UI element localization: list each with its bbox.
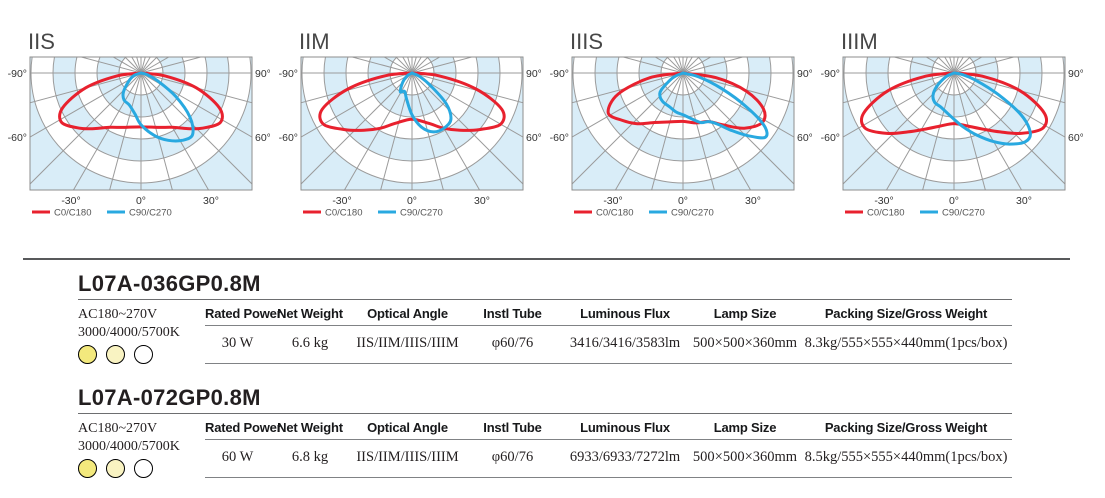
spec-table	[205, 300, 1012, 364]
model-title: L07A-072GP0.8M	[78, 386, 1012, 414]
col-rated-power: Rated Power	[205, 414, 270, 440]
axis-label: 60°	[797, 132, 812, 144]
axis-label: 30°	[745, 195, 761, 207]
col-rated-power: Rated Power	[205, 300, 270, 326]
col-optical-angle: Optical Angle	[350, 414, 465, 440]
cell-luminous-flux: 6933/6933/7272lm	[560, 440, 690, 478]
col-luminous-flux: Luminous Flux	[560, 414, 690, 440]
cct-swatches	[78, 345, 205, 364]
axis-label: 0°	[948, 195, 960, 207]
polar-chart	[2, 12, 270, 222]
col-optical-angle: Optical Angle	[350, 300, 465, 326]
axis-label: -90°	[549, 68, 569, 80]
cell-packing: 8.3kg/555×555×440mm(1pcs/box)	[800, 326, 1012, 364]
cell-luminous-flux: 3416/3416/3583lm	[560, 326, 690, 364]
cct-label: 3000/4000/5700K	[78, 325, 180, 340]
chart-IIIM	[815, 12, 1083, 222]
cell-instl-tube: φ60/76	[465, 440, 560, 478]
axis-label: -30°	[61, 195, 81, 207]
cct-swatch-5700k	[134, 345, 153, 364]
cell-optical-angle: IIS/IIM/IIIS/IIIM	[350, 440, 465, 478]
axis-label: 90°	[1068, 68, 1083, 80]
axis-label: -60°	[820, 132, 840, 144]
cct-swatch-3000k	[78, 345, 97, 364]
product-info	[78, 300, 205, 364]
cell-optical-angle: IIS/IIM/IIIS/IIIM	[350, 326, 465, 364]
legend-label: C90/C270	[400, 207, 443, 219]
col-packing: Packing Size/Gross Weight	[800, 300, 1012, 326]
cell-packing: 8.5kg/555×555×440mm(1pcs/box)	[800, 440, 1012, 478]
axis-label: 60°	[526, 132, 541, 144]
voltage-label: AC180~270V	[78, 421, 158, 436]
legend-label: C0/C180	[596, 207, 634, 219]
axis-label: 0°	[135, 195, 147, 207]
axis-label: -30°	[603, 195, 623, 207]
axis-label: 30°	[1016, 195, 1032, 207]
cell-rated-power: 30 W	[205, 326, 270, 364]
axis-label: -60°	[7, 132, 27, 144]
axis-label: 0°	[406, 195, 418, 207]
axis-label: 0°	[677, 195, 689, 207]
chart-IIS	[2, 12, 270, 222]
cell-lamp-size: 500×500×360mm	[690, 440, 800, 478]
polar-chart	[273, 12, 541, 222]
axis-label: -60°	[549, 132, 569, 144]
axis-label: 90°	[526, 68, 541, 80]
legend-label: C90/C270	[942, 207, 985, 219]
col-net-weight: Net Weight	[270, 300, 350, 326]
axis-label: 60°	[1068, 132, 1083, 144]
chart-IIIS	[544, 12, 812, 222]
axis-label: -90°	[278, 68, 298, 80]
col-net-weight: Net Weight	[270, 414, 350, 440]
legend-label: C90/C270	[129, 207, 172, 219]
cell-instl-tube: φ60/76	[465, 326, 560, 364]
voltage-label: AC180~270V	[78, 307, 158, 322]
model-title: L07A-036GP0.8M	[78, 272, 1012, 300]
chart-title: IIM	[299, 29, 330, 54]
legend-label: C0/C180	[325, 207, 363, 219]
chart-title: IIIM	[841, 29, 878, 54]
spec-table	[205, 414, 1012, 478]
col-luminous-flux: Luminous Flux	[560, 300, 690, 326]
cct-swatches	[78, 459, 205, 478]
cell-rated-power: 60 W	[205, 440, 270, 478]
cct-label: 3000/4000/5700K	[78, 439, 180, 454]
section-divider	[23, 258, 1070, 260]
chart-title: IIS	[28, 29, 55, 54]
product-info	[78, 414, 205, 478]
axis-label: -60°	[278, 132, 298, 144]
col-lamp-size: Lamp Size	[690, 300, 800, 326]
chart-IIM	[273, 12, 541, 222]
spec-row	[205, 440, 1012, 478]
cell-lamp-size: 500×500×360mm	[690, 326, 800, 364]
spec-header-row	[205, 300, 1012, 326]
charts-row	[2, 12, 1083, 222]
legend-label: C0/C180	[867, 207, 905, 219]
chart-title: IIIS	[570, 29, 604, 54]
axis-label: -30°	[332, 195, 352, 207]
col-instl-tube: Instl Tube	[465, 414, 560, 440]
cell-net-weight: 6.6 kg	[270, 326, 350, 364]
axis-label: 30°	[474, 195, 490, 207]
col-instl-tube: Instl Tube	[465, 300, 560, 326]
spec-row	[205, 326, 1012, 364]
cct-swatch-4000k	[106, 459, 125, 478]
legend-label: C90/C270	[671, 207, 714, 219]
cell-net-weight: 6.8 kg	[270, 440, 350, 478]
axis-label: -90°	[820, 68, 840, 80]
cct-swatch-4000k	[106, 345, 125, 364]
axis-label: 60°	[255, 132, 270, 144]
axis-label: -30°	[874, 195, 894, 207]
spec-header-row	[205, 414, 1012, 440]
cct-swatch-5700k	[134, 459, 153, 478]
col-packing: Packing Size/Gross Weight	[800, 414, 1012, 440]
axis-label: -90°	[7, 68, 27, 80]
cct-swatch-3000k	[78, 459, 97, 478]
axis-label: 90°	[797, 68, 812, 80]
legend-label: C0/C180	[54, 207, 92, 219]
polar-chart	[544, 12, 812, 222]
axis-label: 90°	[255, 68, 270, 80]
spec-section-036	[78, 272, 1012, 364]
col-lamp-size: Lamp Size	[690, 414, 800, 440]
polar-chart	[815, 12, 1083, 222]
spec-section-072	[78, 386, 1012, 478]
axis-label: 30°	[203, 195, 219, 207]
